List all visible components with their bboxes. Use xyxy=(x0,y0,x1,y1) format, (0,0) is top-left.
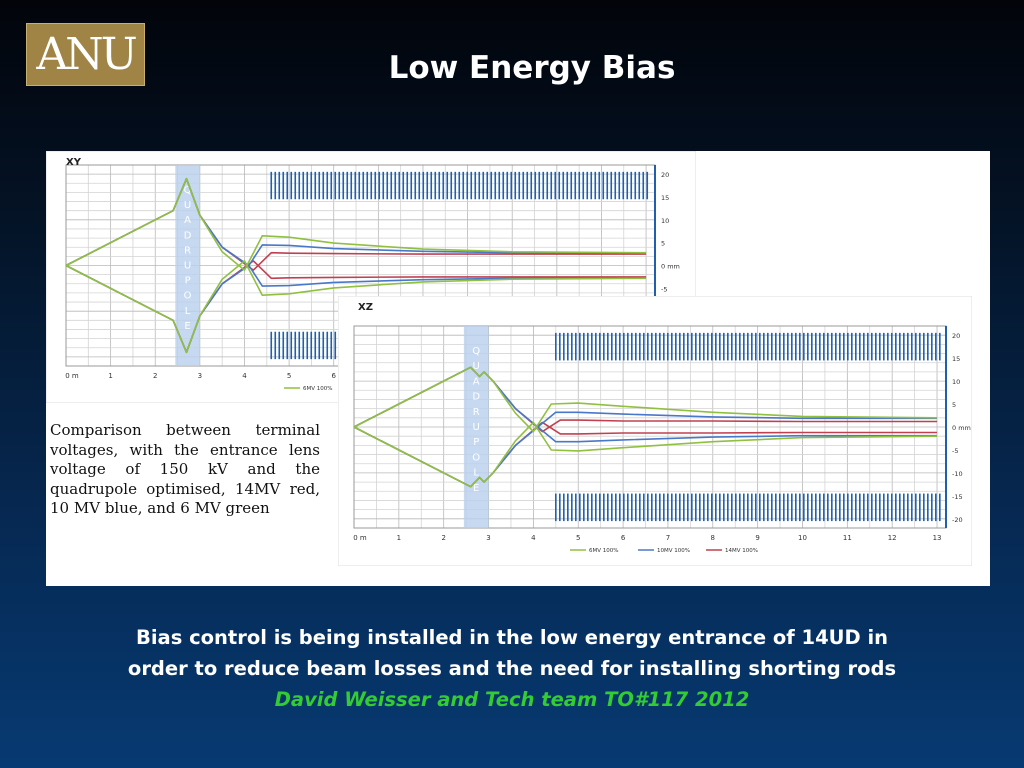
credit-line: David Weisser and Tech team TO#117 2012 xyxy=(274,688,750,711)
x-tick-label: 3 xyxy=(486,534,491,542)
y-tick-label: -5 xyxy=(952,446,959,455)
logo-text: ANU xyxy=(36,28,135,80)
quadrupole-label-letter: U xyxy=(472,361,480,373)
quadrupole-label-letter: U xyxy=(183,200,192,212)
x-tick-label: 0 m xyxy=(65,372,79,380)
x-tick-label: 6 xyxy=(620,534,626,542)
y-tick-label: 0 mm xyxy=(952,424,971,432)
chart-title: XZ xyxy=(358,302,373,313)
x-tick-label: 1 xyxy=(396,534,402,542)
quadrupole-label-letter: U xyxy=(183,260,192,272)
y-tick-label: 15 xyxy=(661,193,670,202)
legend-label: 10MV 100% xyxy=(657,548,690,554)
quadrupole-label-letter: P xyxy=(184,275,191,287)
x-tick-label: 2 xyxy=(153,372,158,380)
body-line-2: order to reduce beam losses and the need for installing shorting rods xyxy=(127,657,897,680)
x-tick-label: 4 xyxy=(531,534,536,542)
quadrupole-label-letter: D xyxy=(183,230,192,242)
quadrupole-label-letter: L xyxy=(473,467,480,479)
quadrupole-label-letter: Q xyxy=(183,185,192,196)
quadrupole-label-letter: R xyxy=(472,406,480,418)
y-tick-label: -20 xyxy=(952,515,963,524)
x-tick-label: 3 xyxy=(197,372,203,380)
x-tick-label: 13 xyxy=(932,534,942,542)
quadrupole-label-letter: P xyxy=(473,437,480,449)
x-tick-label: 5 xyxy=(576,534,581,542)
quadrupole-label-letter: O xyxy=(183,290,192,302)
x-tick-label: 11 xyxy=(842,534,852,542)
slide-title: Low Energy Bias xyxy=(388,50,676,86)
x-tick-label: 2 xyxy=(441,534,446,542)
x-tick-label: 9 xyxy=(755,534,760,542)
quadrupole-label-letter: O xyxy=(472,452,481,464)
x-tick-label: 5 xyxy=(286,372,292,380)
quadrupole-label-letter: D xyxy=(472,391,481,403)
quadrupole-label-letter: E xyxy=(473,482,480,494)
figure-panel xyxy=(46,151,990,586)
legend-label: 6MV 100% xyxy=(303,386,333,392)
y-tick-label: -10 xyxy=(952,469,963,478)
quadrupole-label-letter: R xyxy=(184,245,192,257)
chart-title: XY xyxy=(66,157,81,168)
quadrupole-label-letter: U xyxy=(472,422,480,433)
y-tick-label: 5 xyxy=(952,401,957,410)
figure-caption xyxy=(50,421,320,519)
x-tick-label: 12 xyxy=(887,534,897,542)
legend-label: 6MV 100% xyxy=(589,548,619,554)
caption-text: Comparison between terminal voltages, with the entrance lens voltage of 150 kV and the quadrupole optimised, 14MV red, 10 MV blue, and 6 MV green xyxy=(50,421,320,517)
body-text xyxy=(0,622,1024,715)
chart-xz xyxy=(338,296,972,566)
quadrupole-label-letter: E xyxy=(184,320,191,332)
x-tick-label: 10 xyxy=(798,534,807,542)
x-tick-label: 7 xyxy=(665,534,671,542)
y-tick-label: 20 xyxy=(952,332,961,341)
y-tick-label: 5 xyxy=(661,239,666,248)
y-tick-label: 20 xyxy=(661,171,670,180)
body-line-1: Bias control is being installed in the low energy entrance of 14UD in xyxy=(135,626,889,649)
x-tick-label: 8 xyxy=(710,534,716,542)
quadrupole-label-letter: A xyxy=(184,215,192,227)
tube-electrodes-top xyxy=(271,172,647,199)
x-tick-label: 0 m xyxy=(353,534,367,542)
x-tick-label: 4 xyxy=(242,372,247,380)
x-tick-label: 6 xyxy=(331,372,336,380)
y-tick-label: 0 mm xyxy=(661,262,680,271)
y-tick-label: -15 xyxy=(952,492,963,501)
y-tick-label: 15 xyxy=(952,355,961,364)
chart-background xyxy=(338,296,972,566)
quadrupole-label-letter: A xyxy=(472,376,480,388)
x-tick-label: 1 xyxy=(108,372,113,380)
y-tick-label: 10 xyxy=(661,216,670,225)
y-tick-label: 10 xyxy=(952,378,961,387)
quadrupole-label-letter: Q xyxy=(472,346,481,357)
legend-label: 14MV 100% xyxy=(725,548,758,554)
quadrupole-label-letter: L xyxy=(184,305,191,317)
y-tick-label: -5 xyxy=(661,285,668,294)
